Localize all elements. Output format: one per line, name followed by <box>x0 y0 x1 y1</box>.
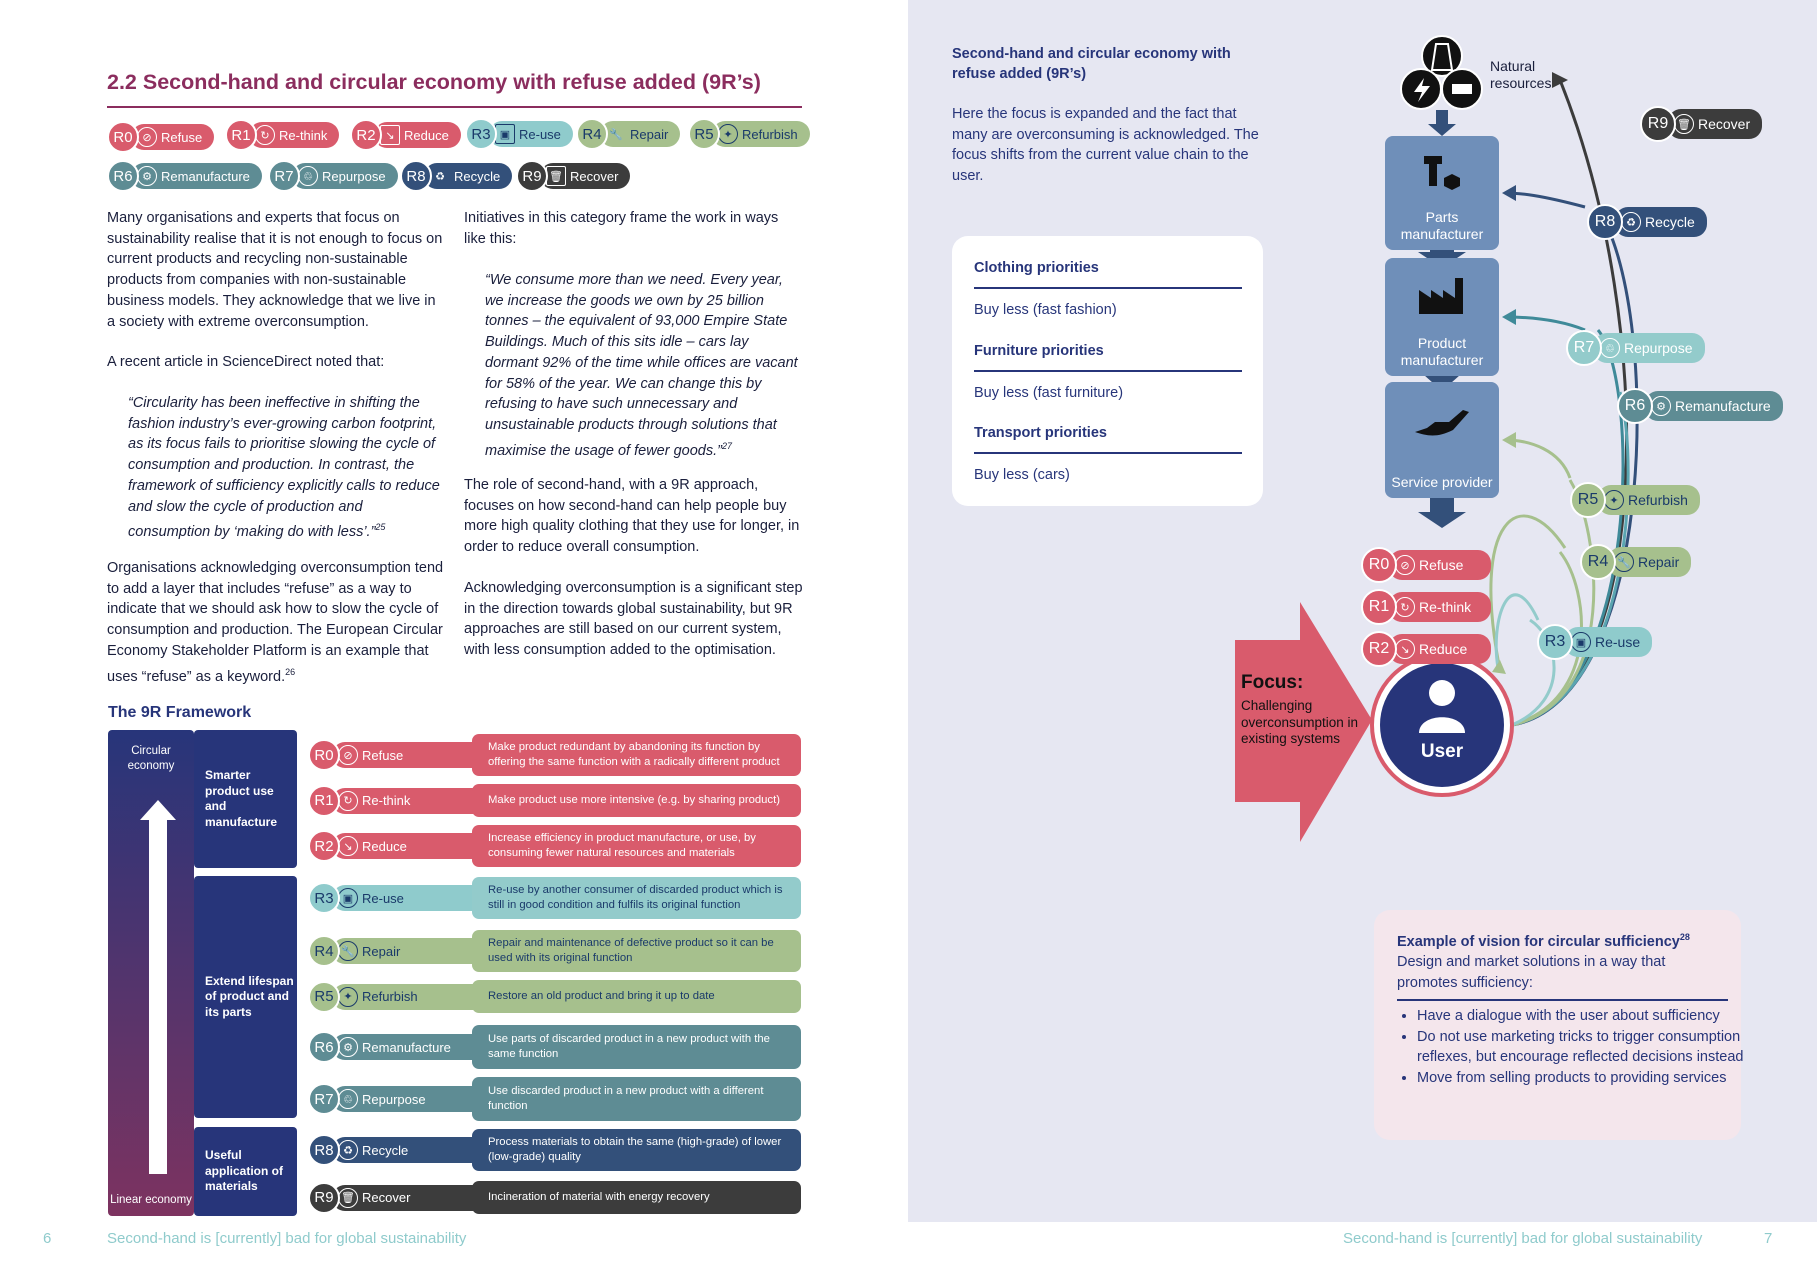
diagram-pill-r6 <box>1617 391 1783 421</box>
page-title: 2.2 Second-hand and circular economy with refuse added (9R’s) <box>107 70 761 94</box>
pill-text: Re-use <box>519 126 561 142</box>
bin-icon: 🗑 <box>1674 114 1694 134</box>
furniture-heading: Furniture priorities <box>974 343 1104 359</box>
pill-code: R7 <box>308 1083 340 1115</box>
right-intro: Here the focus is expanded and the fact that many are overconsuming is acknowledged. The focus shifts from the current value chain to the user. <box>952 106 1259 184</box>
focus-title: Focus: <box>1241 672 1304 693</box>
pill-text: Recycle <box>362 1142 409 1158</box>
framework-desc-r2: Increase efficiency in product manufacture, or use, by consuming fewer natural resources and materials <box>472 825 801 867</box>
pill-code: R2 <box>1361 631 1397 667</box>
pill-text: Refuse <box>362 747 404 763</box>
arrow-to-product <box>1505 317 1585 330</box>
pill-code: R5 <box>308 981 340 1013</box>
pill-code: R3 <box>465 118 497 150</box>
pill-label <box>1608 547 1691 577</box>
col2-p3: Acknowledging overconsumption is a significant step in the direction towards global sustainability, but 9R approaches are still based on our current system, with less consumption added to the optimisation. <box>464 580 803 659</box>
user-icon-head <box>1429 680 1455 706</box>
stage-parts-manufacturer <box>1385 136 1499 250</box>
pill-text: Re-think <box>1419 599 1472 615</box>
quote-text: “Circularity has been ineffective in shifting the fashion industry’s ever-growing carbon footprint, as its focus fails to prioritise slowing the cycle of consumption and production. In contrast, the framework of sufficiency explicitly calls to reduce and slow the cycle of production and consumption by ‘making do with less’.” <box>128 395 440 541</box>
stage-product-manufacturer <box>1385 258 1499 376</box>
natural-resources-label: Natural resources <box>1490 58 1552 91</box>
pill-code: R6 <box>1617 388 1653 424</box>
pill-code: R7 <box>1566 330 1602 366</box>
pill-code: R2 <box>350 119 382 151</box>
pill-text: Re-use <box>1595 634 1641 650</box>
framework-desc-r9: Incineration of material with energy recovery <box>472 1181 801 1214</box>
recycle-icon: ♻ <box>338 1140 358 1160</box>
pill-code: R0 <box>308 739 340 771</box>
pill-text: Re-think <box>279 127 328 143</box>
stage-label: Service provider <box>1391 473 1493 490</box>
stage-label: Product manufacturer <box>1400 335 1484 368</box>
pill-text: Remanufacture <box>1675 398 1771 414</box>
rethink-icon: ↻ <box>255 125 275 145</box>
diagram-pill-r4 <box>1580 547 1691 577</box>
diagram-pill-r3 <box>1537 627 1652 657</box>
footnote-ref: 27 <box>721 440 732 451</box>
resources-arrow <box>1428 110 1456 136</box>
footnote-ref: 28 <box>1679 932 1690 942</box>
wrench-icon: 🔧 <box>338 941 358 961</box>
pill-code: R9 <box>308 1182 340 1214</box>
rethink-icon: ↻ <box>338 791 358 811</box>
diagram-pill-r5 <box>1570 485 1700 515</box>
pill-code: R4 <box>308 935 340 967</box>
pill-code: R0 <box>107 121 139 153</box>
pill-label <box>1645 391 1783 421</box>
list-item: • Move from selling products to providing services <box>1417 1068 1747 1089</box>
col2-p2: The role of second-hand, with a 9R approach, focuses on how second-hand can help people buy more high quality clothing that they use for longer, in order to reduce overall consumption. <box>464 477 800 556</box>
refurbish-icon: ✦ <box>338 987 358 1007</box>
pill-code: R1 <box>308 785 340 817</box>
pill-text: Re-use <box>362 890 404 906</box>
page-number: 6 <box>43 1230 52 1247</box>
vision-card <box>1374 910 1744 1140</box>
diagram-pill-r0 <box>1361 550 1491 580</box>
pill-text: Remanufacture <box>161 168 250 184</box>
framework-desc-r4: Repair and maintenance of defective product so it can be used with its original function <box>472 930 801 972</box>
stage-service-provider <box>1385 382 1499 498</box>
quote-text: “We consume more than we need. Every year, we increase the goods we own by 25 billion tonnes – the equivalent of 93,000 Empire State Buildings. Much of this sits idle – cars lay dormant 92% of the time while offices are vacant for 58% of the year. We can change this by refusing to have such unnecessary and unsustainable products through solutions that maximise the usage of fewer goods.” <box>485 272 798 459</box>
user-label: User <box>1420 741 1464 762</box>
pill-text: Recover <box>570 168 619 184</box>
helping-hand-icon <box>1413 404 1473 444</box>
arrowhead <box>1502 185 1516 201</box>
diagram-pill-r8 <box>1587 207 1707 237</box>
footer-text: Second-hand is [currently] bad for global sustainability <box>107 1230 467 1247</box>
diagram-pill-r7 <box>1566 333 1705 363</box>
framework-desc-r1: Make product use more intensive (e.g. by sharing product) <box>472 784 801 817</box>
framework-desc-r3: Re-use by another consumer of discarded product which is still in good condition and fulfils its original function <box>472 877 801 919</box>
wrench-icon: 🔧 <box>609 128 623 141</box>
framework-desc-r5: Restore an old product and bring it up to date <box>472 980 801 1013</box>
vision-list <box>1397 1006 1747 1088</box>
pill-text: Re-think <box>362 793 411 808</box>
down-arrow <box>1418 498 1466 528</box>
repurpose-icon: ♲ <box>1600 338 1620 358</box>
circular-label: Circular economy <box>127 745 175 772</box>
refuse-icon: ⊘ <box>1395 555 1415 575</box>
clothing-heading: Clothing priorities <box>974 260 1099 276</box>
framework-desc-r7: Use discarded product in a new product with a different function <box>472 1077 801 1121</box>
arrowhead <box>1492 660 1506 674</box>
pill-label <box>1668 109 1762 139</box>
wrench-icon: 🔧 <box>1614 552 1634 572</box>
pill-text: Recycle <box>1645 214 1695 230</box>
pill-code: R1 <box>225 119 257 151</box>
pill-label <box>1615 207 1707 237</box>
focus-text: Challenging overconsumption in existing systems <box>1241 698 1359 746</box>
pill-text: Repair <box>362 943 401 959</box>
pill-text: Reduce <box>404 127 449 143</box>
parts-icon <box>1422 154 1462 194</box>
pill-code: R9 <box>516 160 548 192</box>
refurbish-icon: ✦ <box>718 124 738 144</box>
right-heading: Second-hand and circular economy with refuse added (9R’s) <box>952 46 1231 82</box>
pill-text: Recover <box>1698 116 1751 132</box>
repurpose-icon: ♲ <box>298 166 318 186</box>
group-smarter: Smarter product use and manufacture <box>194 730 297 868</box>
pill-text: Refuse <box>1419 557 1464 573</box>
recycle-icon: ♻ <box>1621 212 1641 232</box>
reuse-box-icon: ▣ <box>495 124 515 144</box>
diagram-pill-r2 <box>1361 634 1491 664</box>
arrow-reuse-user <box>1496 595 1538 668</box>
pill-code: R7 <box>268 160 300 192</box>
group-useful: Useful application of materials <box>194 1127 297 1216</box>
vision-heading <box>1397 932 1690 950</box>
footnote-ref: 26 <box>285 666 296 677</box>
vision-heading-text: Example of vision for circular sufficiency <box>1397 933 1680 950</box>
pill-text: Refuse <box>161 129 203 145</box>
list-item: • Do not use marketing tricks to trigger consumption reflexes, but encourage reflected decisions instead <box>1417 1027 1747 1068</box>
reuse-box-icon: ▣ <box>338 888 358 908</box>
recycle-icon: ♻ <box>435 170 445 183</box>
pill-text: Recover <box>362 1190 411 1205</box>
pill-code: R3 <box>308 882 340 914</box>
refuse-icon: ⊘ <box>137 127 157 147</box>
bin-icon: 🗑 <box>338 1188 358 1208</box>
col1-p1: Many organisations and experts that focus on sustainability realise that it is not enough to focus on current products and recycling non-sustainable products from companies with non-sustainable business models. They acknowledge that we live in a society with extreme overconsumption. <box>107 210 443 330</box>
pill-text: Repurpose <box>362 1091 426 1107</box>
pill-code: R4 <box>576 118 608 150</box>
arrow-to-parts <box>1505 193 1585 207</box>
pill-code: R8 <box>1587 204 1623 240</box>
pill-text: Repurpose <box>322 168 386 184</box>
reduce-icon: ↘ <box>338 836 358 856</box>
pill-label <box>1594 333 1705 363</box>
linear-label: Linear economy <box>110 1194 192 1206</box>
refurbish-icon: ✦ <box>1604 490 1624 510</box>
rethink-icon: ↻ <box>1395 597 1415 617</box>
pill-label <box>1565 627 1652 657</box>
pill-code: R5 <box>1570 482 1606 518</box>
framework-desc-r0: Make product redundant by abandoning its function by offering the same function with a radically different product <box>472 734 801 776</box>
pill-code: R2 <box>308 830 340 862</box>
framework-title: The 9R Framework <box>108 704 252 721</box>
pill-label <box>1389 592 1491 622</box>
pill-text: Reduce <box>362 838 407 854</box>
clothing-text: Buy less (fast fashion) <box>974 302 1117 318</box>
pill-code: R1 <box>1361 589 1397 625</box>
pill-text: Repair <box>630 126 669 142</box>
list-item: • Have a dialogue with the user about sufficiency <box>1417 1006 1747 1027</box>
reduce-icon: ↘ <box>380 125 400 145</box>
pill-code: R3 <box>1537 624 1573 660</box>
col2-p1: Initiatives in this category frame the work in ways like this: <box>464 210 779 247</box>
pill-text: Refurbish <box>362 989 418 1004</box>
remanufacture-icon: ⚙ <box>1651 396 1671 416</box>
pill-label <box>1389 550 1491 580</box>
pill-code: R6 <box>107 160 139 192</box>
pill-text: Repurpose <box>1624 340 1693 356</box>
remanufacture-icon: ⚙ <box>338 1037 358 1057</box>
page-number: 7 <box>1764 1230 1773 1247</box>
transport-text: Buy less (cars) <box>974 467 1070 483</box>
refuse-icon: ⊘ <box>338 745 358 765</box>
pill-text: Recycle <box>454 168 501 184</box>
framework-desc-r6: Use parts of discarded product in a new product with the same function <box>472 1025 801 1069</box>
transport-heading: Transport priorities <box>974 425 1107 441</box>
pill-code: R5 <box>688 118 720 150</box>
pill-code: R0 <box>1361 547 1397 583</box>
pill-text: Repair <box>1638 554 1680 570</box>
divider <box>1397 999 1728 1001</box>
col1-p2: A recent article in ScienceDirect noted that: <box>107 354 385 370</box>
pill-code: R6 <box>308 1031 340 1063</box>
footnote-ref: 25 <box>375 522 386 533</box>
diagram-pill-r1 <box>1361 592 1491 622</box>
stage-label: Parts manufacturer <box>1400 209 1484 242</box>
reduce-icon: ↘ <box>1395 639 1415 659</box>
pill-code: R4 <box>1580 544 1616 580</box>
arrowhead <box>1502 432 1516 448</box>
loop-repurpose <box>1512 330 1623 725</box>
pill-code: R8 <box>400 160 432 192</box>
factory-icon <box>1417 276 1467 316</box>
paragraph-text: Organisations acknowledging overconsumption tend to add a layer that includes “refuse” as a way to indicate that we should ask how to slow the cycle of consumption and production. The European Circular Economy Stakeholder Platform is an example that uses “refuse” as a keyword. <box>107 560 444 685</box>
footer-text: Second-hand is [currently] bad for global sustainability <box>1343 1230 1703 1247</box>
furniture-text: Buy less (fast furniture) <box>974 385 1124 401</box>
vision-sub: Design and market solutions in a way that promotes sufficiency: <box>1397 954 1666 991</box>
remanufacture-icon: ⚙ <box>137 166 157 186</box>
reuse-box-icon: ▣ <box>1571 632 1591 652</box>
pill-text: Reduce <box>1419 641 1468 657</box>
pill-label <box>1389 634 1491 664</box>
group-extend: Extend lifespan of product and its parts <box>194 876 297 1118</box>
framework-desc-r8: Process materials to obtain the same (high-grade) of lower (low-grade) quality <box>472 1129 801 1171</box>
diagram-pill-r9 <box>1640 109 1762 139</box>
repurpose-icon: ♲ <box>338 1089 358 1109</box>
pill-label <box>1598 485 1700 515</box>
pill-text: Refurbish <box>742 126 798 142</box>
pill-text: Remanufacture <box>362 1039 451 1055</box>
pill-code: R8 <box>308 1134 340 1166</box>
bin-icon: 🗑 <box>546 166 566 186</box>
arrowhead <box>1502 309 1516 325</box>
pill-code: R9 <box>1640 106 1676 142</box>
pill-text: Refurbish <box>1628 492 1688 508</box>
